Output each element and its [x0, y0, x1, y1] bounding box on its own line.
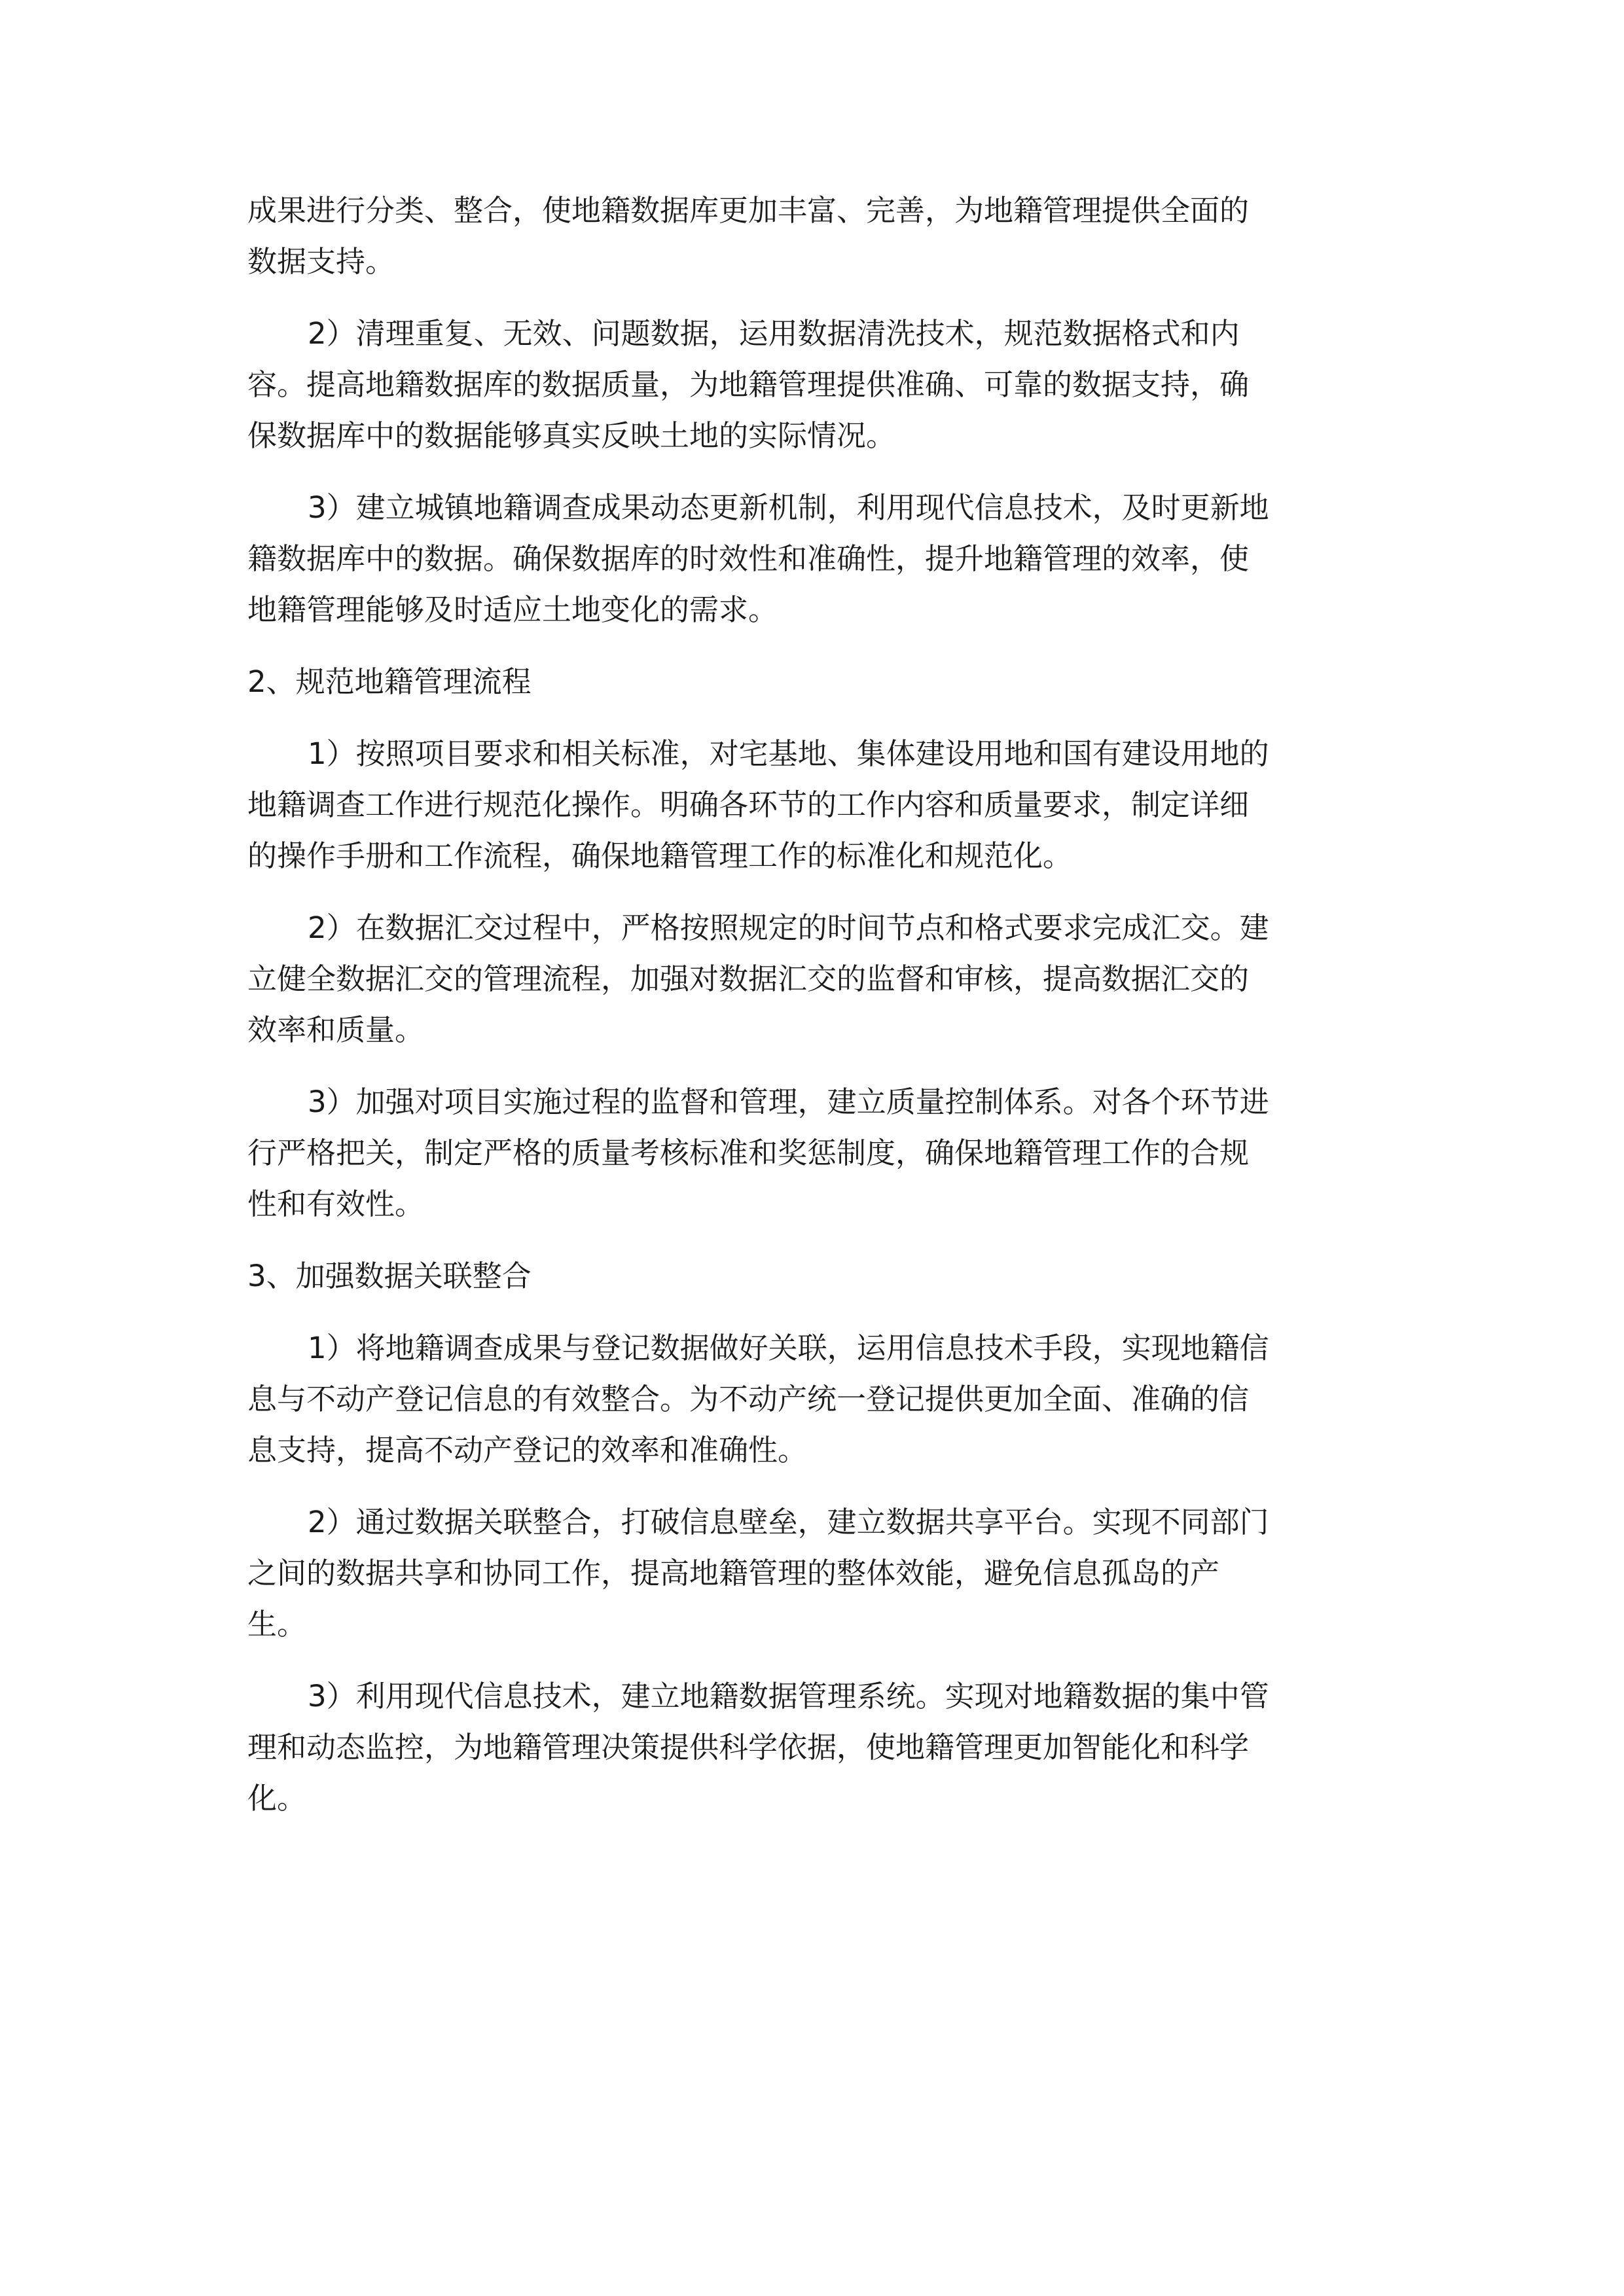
paragraph-line: 行严格把关，制定严格的质量考核标准和奖惩制度，确保地籍管理工作的合规	[247, 1136, 1250, 1170]
list-item-line: 3）利用现代信息技术，建立地籍数据管理系统。实现对地籍数据的集中管	[308, 1679, 1269, 1713]
paragraph-line: 息与不动产登记信息的有效整合。为不动产统一登记提供更加全面、准确的信	[247, 1382, 1250, 1416]
paragraph-line: 地籍调查工作进行规范化操作。明确各环节的工作内容和质量要求，制定详细	[247, 787, 1250, 822]
paragraph-line: 效率和质量。	[247, 1013, 425, 1047]
paragraph-line: 理和动态监控，为地籍管理决策提供科学依据，使地籍管理更加智能化和科学	[247, 1730, 1250, 1765]
paragraph-line: 之间的数据共享和协同工作，提高地籍管理的整体效能，避免信息孤岛的产	[247, 1556, 1220, 1590]
paragraph-line: 化。	[247, 1781, 307, 1816]
paragraph-line: 容。提高地籍数据库的数据质量，为地籍管理提供准确、可靠的数据支持，确	[247, 367, 1250, 402]
list-item-line: 1）将地籍调查成果与登记数据做好关联，运用信息技术手段，实现地籍信	[308, 1331, 1269, 1365]
paragraph-line: 立健全数据汇交的管理流程，加强对数据汇交的监督和审核，提高数据汇交的	[247, 961, 1250, 996]
list-item-line: 2）通过数据关联整合，打破信息壁垒，建立数据共享平台。实现不同部门	[308, 1505, 1269, 1539]
list-item-line: 3）加强对项目实施过程的监督和管理，建立质量控制体系。对各个环节进	[308, 1085, 1269, 1119]
paragraph-line: 的操作手册和工作流程，确保地籍管理工作的标准化和规范化。	[247, 838, 1073, 873]
document-body	[247, 190, 1380, 1820]
paragraph-line: 地籍管理能够及时适应土地变化的需求。	[247, 592, 778, 627]
section-heading: 2、规范地籍管理流程	[247, 664, 532, 699]
paragraph-line: 保数据库中的数据能够真实反映土地的实际情况。	[247, 418, 896, 453]
list-item-line: 3）建立城镇地籍调查成果动态更新机制，利用现代信息技术，及时更新地	[308, 490, 1269, 525]
paragraph-line: 籍数据库中的数据。确保数据库的时效性和准确性，提升地籍管理的效率，使	[247, 541, 1250, 576]
list-item-line: 2）在数据汇交过程中，严格按照规定的时间节点和格式要求完成汇交。建	[308, 910, 1269, 945]
paragraph-line: 息支持，提高不动产登记的效率和准确性。	[247, 1433, 808, 1467]
paragraph-line: 数据支持。	[247, 244, 395, 279]
list-item-line: 2）清理重复、无效、问题数据，运用数据清洗技术，规范数据格式和内	[308, 316, 1240, 351]
section-heading: 3、加强数据关联整合	[247, 1259, 532, 1293]
paragraph-line: 生。	[247, 1607, 307, 1641]
paragraph-line: 性和有效性。	[247, 1187, 425, 1221]
paragraph-line: 成果进行分类、整合，使地籍数据库更加丰富、完善，为地籍管理提供全面的	[247, 193, 1250, 228]
list-item-line: 1）按照项目要求和相关标准，对宅基地、集体建设用地和国有建设用地的	[308, 736, 1269, 771]
